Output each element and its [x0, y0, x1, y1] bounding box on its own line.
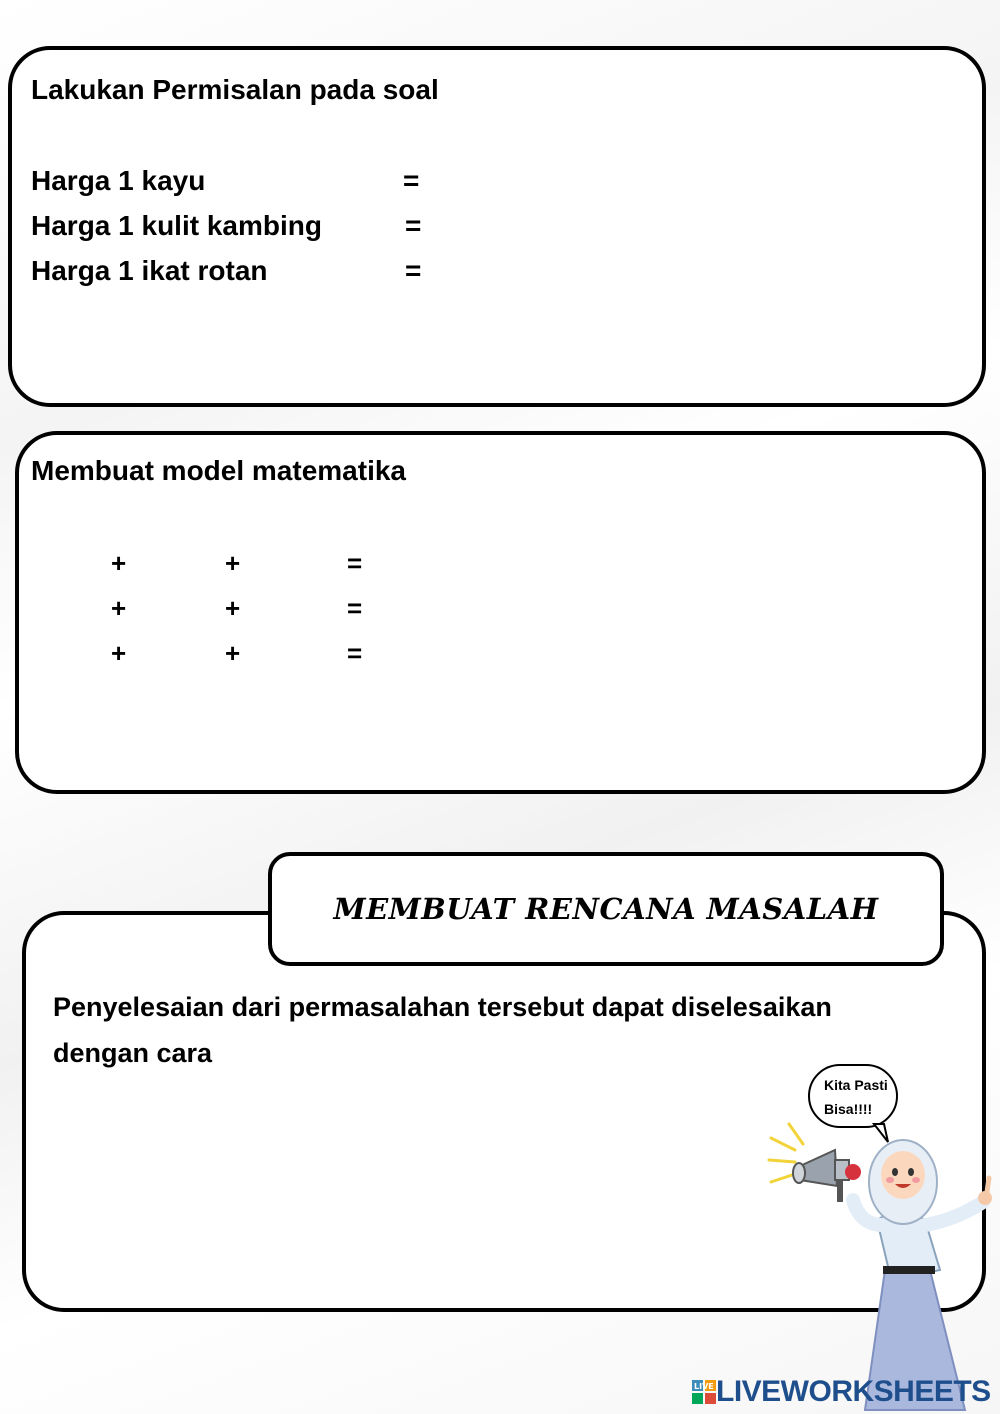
model-row3-plus1: +: [111, 638, 127, 668]
svg-text:LIVE: LIVE: [694, 1382, 714, 1391]
assumption-label-kulit: Harga 1 kulit kambing: [31, 210, 322, 241]
model-row1-plus1: +: [111, 548, 127, 578]
assumption-equals-kayu: =: [403, 165, 420, 196]
model-row2-equals: =: [347, 593, 363, 623]
assumption-heading: Lakukan Permisalan pada soal: [31, 74, 439, 105]
liveworksheets-logo-text: LIVEWORKSHEETS: [716, 1375, 991, 1408]
assumption-label-kayu: Harga 1 kayu: [31, 165, 206, 196]
model-row3-plus2: +: [225, 638, 241, 668]
plan-paragraph-line1: Penyelesaian dari permasalahan tersebut dapat diselesaikan: [53, 992, 832, 1022]
girl-megaphone-illustration: [765, 1120, 1000, 1414]
assumption-equals-kulit: =: [405, 210, 422, 241]
model-row1-plus2: +: [225, 548, 241, 578]
speech-bubble-line1: Kita Pasti: [824, 1077, 888, 1093]
speech-bubble: [808, 1064, 898, 1128]
plan-title: MEMBUAT RENCANA MASALAH: [333, 892, 879, 926]
assumption-label-rotan: Harga 1 ikat rotan: [31, 255, 268, 286]
plan-title-box: [268, 852, 944, 966]
plan-paragraph-line2: dengan cara: [53, 1038, 213, 1068]
assumption-equals-rotan: =: [405, 255, 422, 286]
model-row2-plus1: +: [111, 593, 127, 623]
math-model-heading: Membuat model matematika: [31, 455, 406, 486]
model-row3-equals: =: [347, 638, 363, 668]
liveworksheets-logo: [692, 1372, 991, 1412]
plan-paragraph: [53, 984, 873, 1076]
model-row2-plus2: +: [225, 593, 241, 623]
speech-bubble-line2: Bisa!!!!: [824, 1101, 873, 1117]
liveworksheets-badge-icon: [692, 1380, 716, 1404]
model-row1-equals: =: [347, 548, 363, 578]
